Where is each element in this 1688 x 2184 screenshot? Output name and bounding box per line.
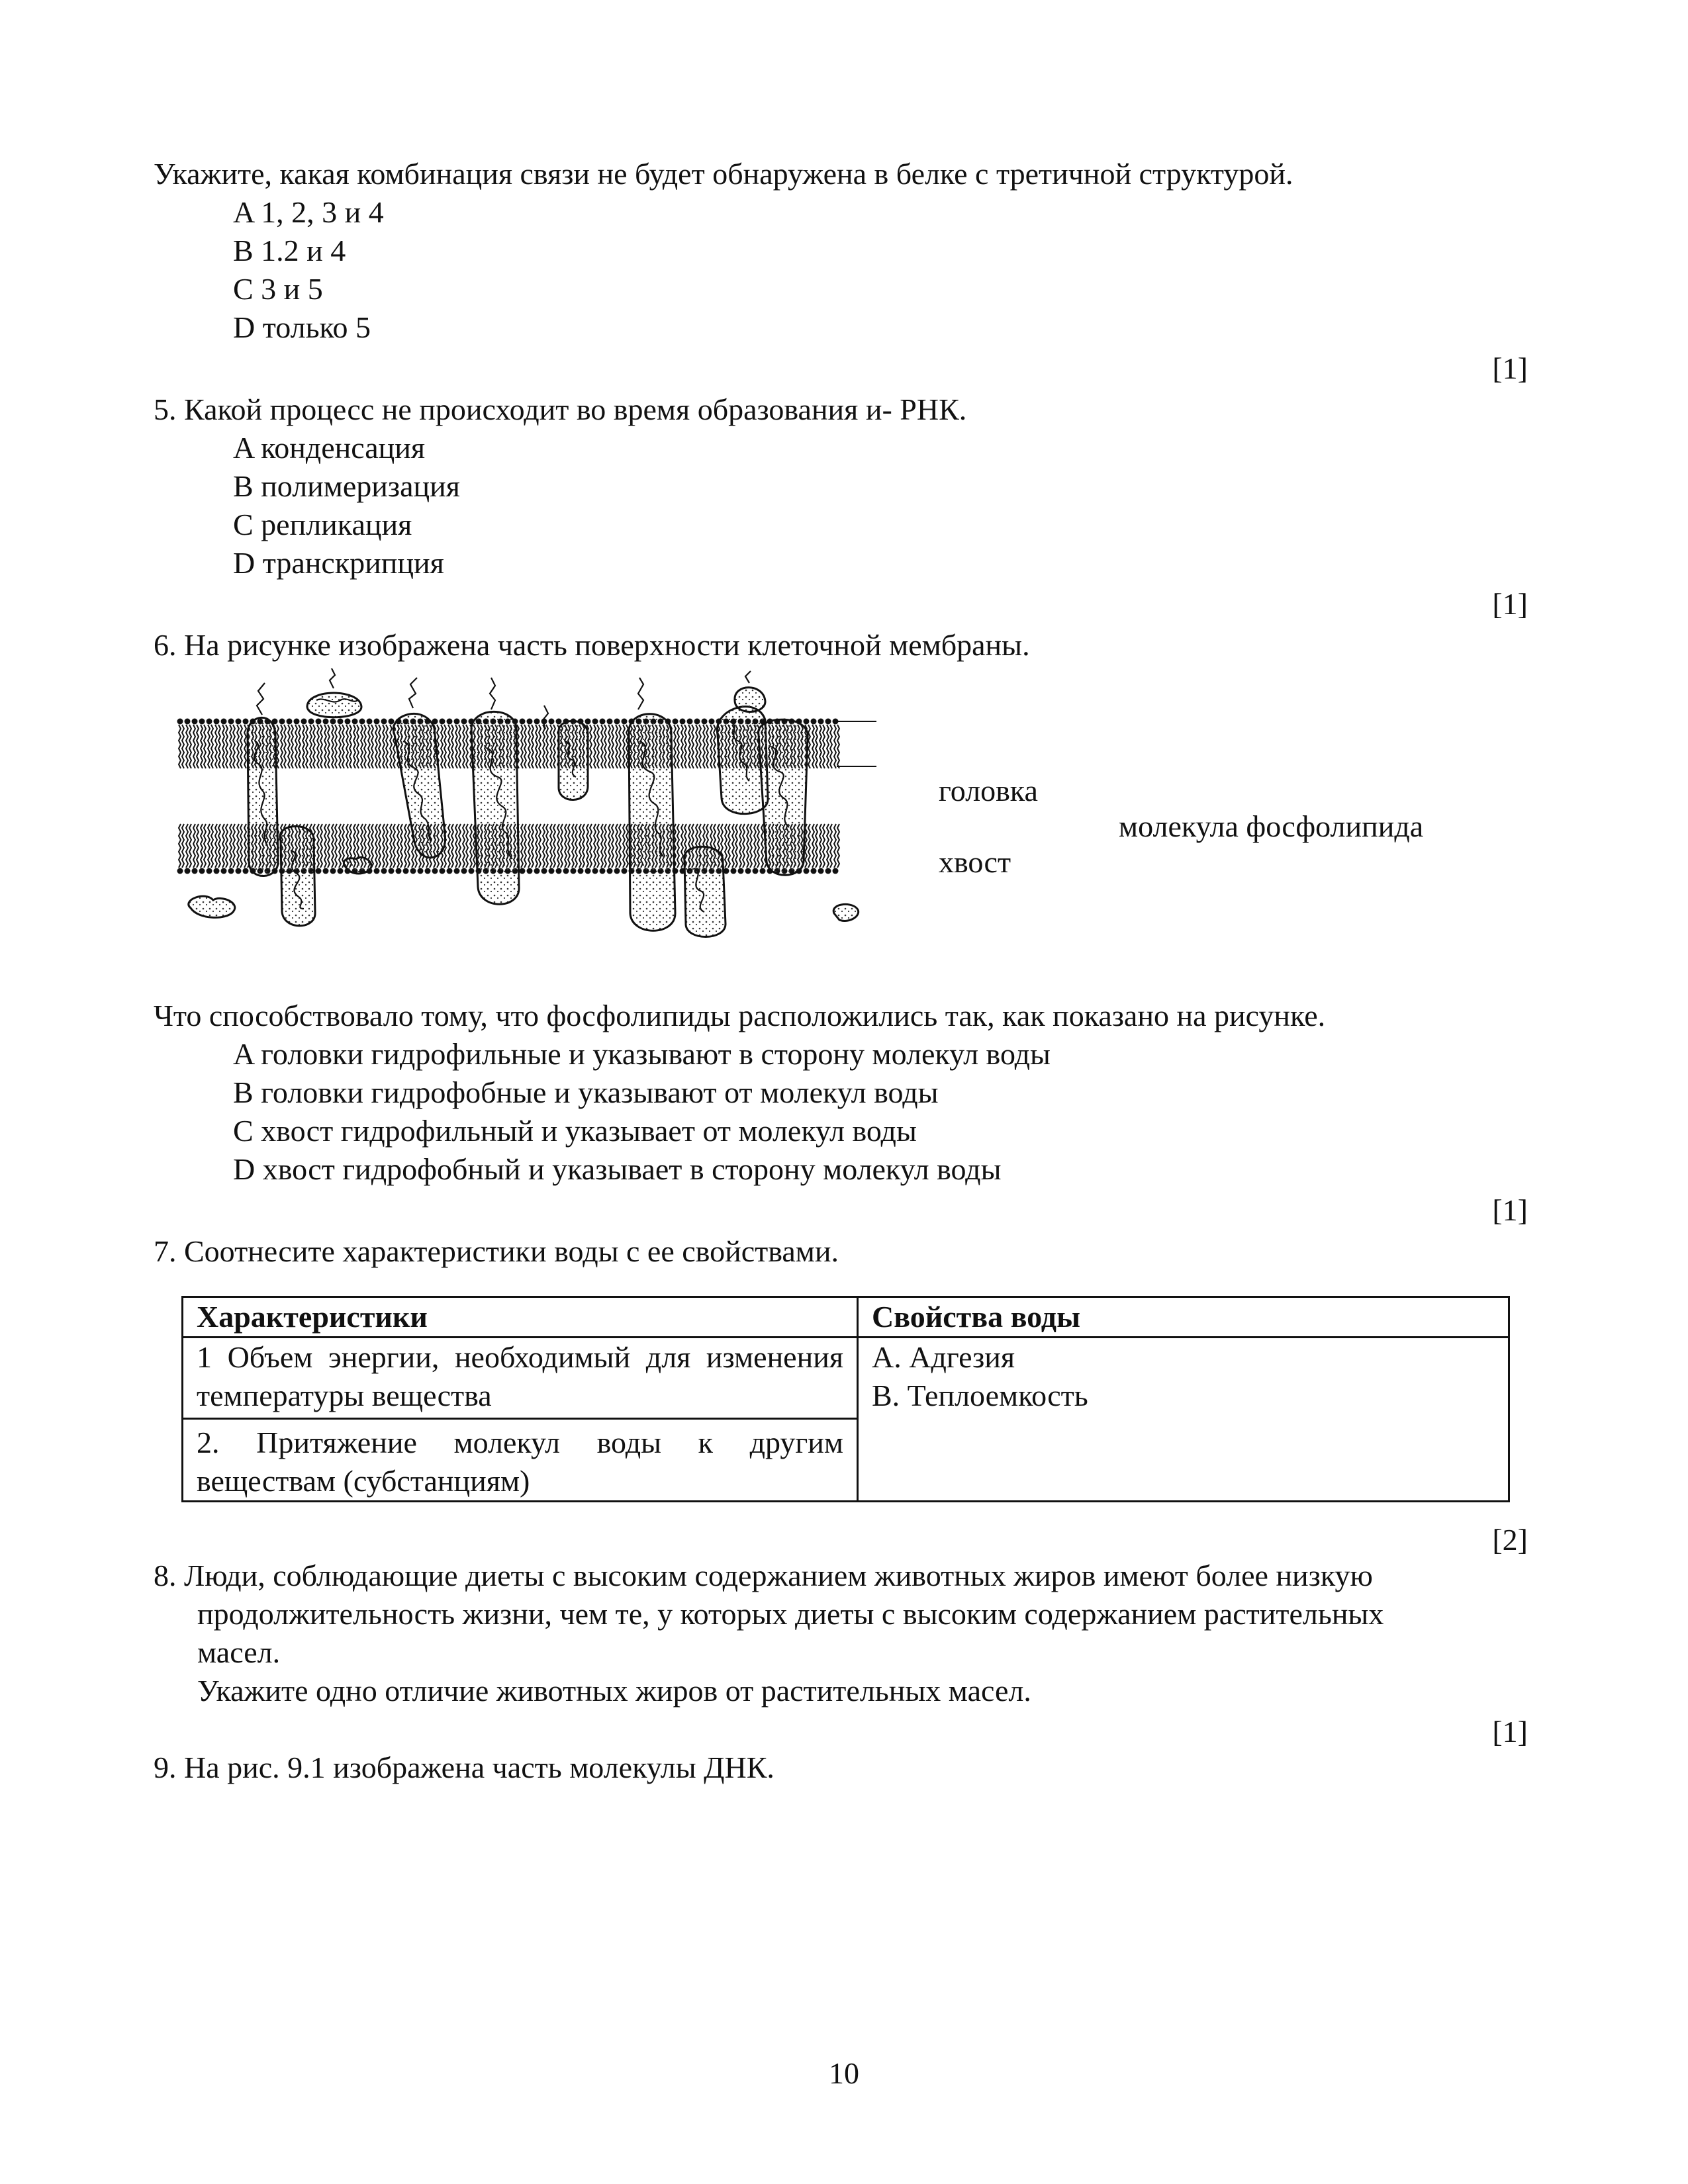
q8-line-2: продолжительность жизни, чем те, у которых диеты с высоким содержанием растительных bbox=[197, 1597, 1384, 1631]
q5-option-d: D транскрипция bbox=[233, 546, 444, 580]
q4-mark: [1] bbox=[1492, 351, 1528, 385]
table-header-characteristics: Характеристики bbox=[183, 1297, 858, 1338]
q5-option-a: A конденсация bbox=[233, 431, 426, 465]
figure-label-head: головка bbox=[939, 774, 1038, 807]
table-row-1-characteristic: 1 Объем энергии, необходимый для изменения температуры вещества bbox=[183, 1338, 858, 1419]
q6-stem: 6. На рисунке изображена часть поверхности клеточной мембраны. bbox=[154, 628, 1030, 662]
q9-stem: 9. На рис. 9.1 изображена часть молекулы ДНК. bbox=[154, 1751, 774, 1784]
property-b: B. Теплоемкость bbox=[872, 1379, 1088, 1412]
cell-membrane-figure bbox=[175, 668, 890, 946]
q4-stem: Укажите, какая комбинация связи не будет обнаружена в белке с третичной структурой. bbox=[154, 157, 1293, 191]
page-number: 10 bbox=[829, 2056, 859, 2090]
membrane-proteins bbox=[189, 668, 859, 937]
q8-mark: [1] bbox=[1492, 1715, 1528, 1749]
figure-label-tail: хвост bbox=[939, 845, 1011, 879]
q4-option-d: D только 5 bbox=[233, 310, 371, 344]
table-row-2-characteristic: 2. Притяжение молекул воды к другим веществам (субстанциям) bbox=[183, 1419, 858, 1502]
q6-option-c: C хвост гидрофильный и указывает от молекул воды bbox=[233, 1114, 917, 1148]
q6-option-b: B головки гидрофобные и указывают от молекул воды bbox=[233, 1075, 939, 1109]
q6-option-a: A головки гидрофильные и указывают в сторону молекул воды bbox=[233, 1037, 1051, 1071]
q7-stem: 7. Соотнесите характеристики воды с ее свойствами. bbox=[154, 1234, 839, 1268]
q5-option-c: C репликация bbox=[233, 508, 412, 541]
figure-label-molecule: молекула фосфолипида bbox=[1119, 809, 1424, 843]
q6-mark: [1] bbox=[1492, 1193, 1528, 1227]
q5-mark: [1] bbox=[1492, 587, 1528, 621]
q4-option-a: A 1, 2, 3 и 4 bbox=[233, 195, 384, 229]
q8-line-1: 8. Люди, соблюдающие диеты с высоким содержанием животных жиров имеют более низкую bbox=[154, 1559, 1373, 1592]
q6-option-d: D хвост гидрофобный и указывает в сторону молекул воды bbox=[233, 1152, 1002, 1186]
q5-option-b: B полимеризация bbox=[233, 469, 460, 503]
matching-table bbox=[181, 1296, 1510, 1502]
q8-prompt: Укажите одно отличие животных жиров от растительных масел. bbox=[197, 1674, 1031, 1707]
q4-option-c: C 3 и 5 bbox=[233, 272, 323, 306]
table-header-properties: Свойства воды bbox=[858, 1297, 1509, 1338]
q8-line-3: масел. bbox=[197, 1635, 281, 1669]
q4-option-b: B 1.2 и 4 bbox=[233, 234, 346, 267]
label-leader-lines bbox=[837, 721, 876, 766]
q6-question: Что способствовало тому, что фосфолипиды расположились так, как показано на рисунке. bbox=[154, 999, 1326, 1032]
table-properties-cell bbox=[858, 1338, 1509, 1502]
q7-mark: [2] bbox=[1492, 1523, 1528, 1557]
q5-stem: 5. Какой процесс не происходит во время образования и- РНК. bbox=[154, 392, 967, 426]
property-a: A. Адгезия bbox=[872, 1340, 1015, 1374]
